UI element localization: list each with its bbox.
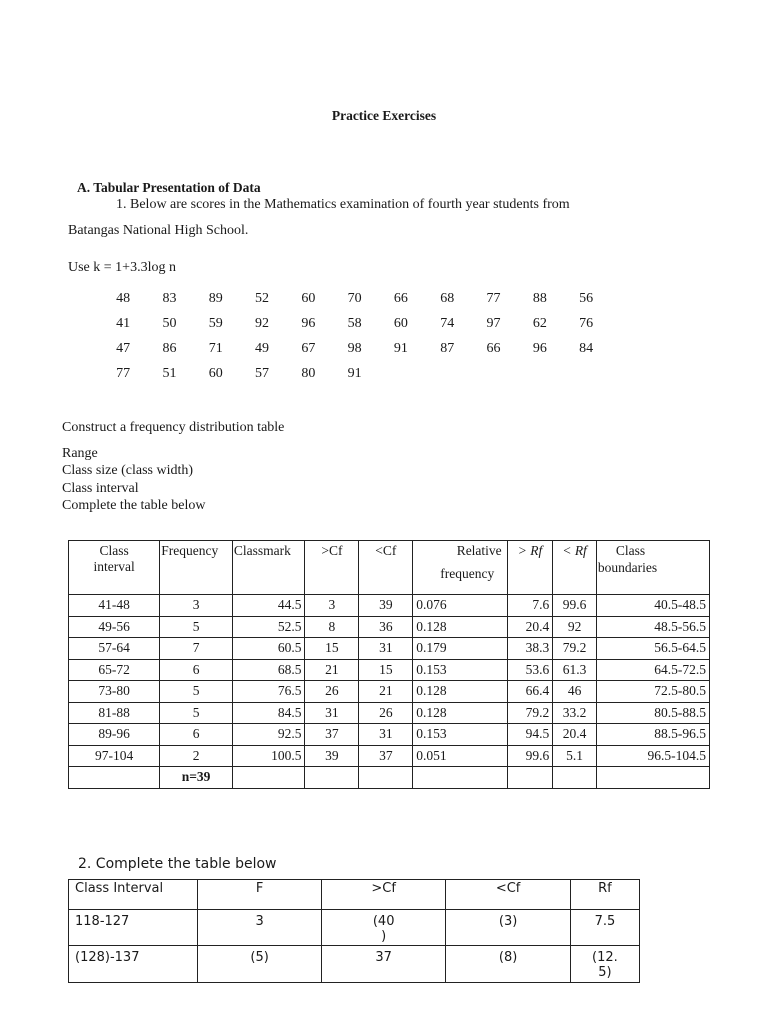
instruction-complete: Complete the table below xyxy=(62,498,206,513)
empty-cell xyxy=(507,767,553,789)
table-cell: (40 ) xyxy=(321,910,445,946)
score-value: 60 xyxy=(208,365,223,381)
table-row xyxy=(69,724,710,746)
table-cell: 46 xyxy=(553,681,597,703)
table-cell: 20.4 xyxy=(507,616,553,638)
score-value: 91 xyxy=(347,365,362,381)
score-value: 76 xyxy=(579,315,594,331)
table-cell: 64.5-72.5 xyxy=(596,659,709,681)
header-greater-cf: >Cf xyxy=(305,541,359,595)
table-cell: 81-88 xyxy=(69,702,160,724)
table-cell: 33.2 xyxy=(553,702,597,724)
table-cell: 89-96 xyxy=(69,724,160,746)
score-value: 58 xyxy=(347,315,362,331)
table-cell: 0.128 xyxy=(413,616,507,638)
table-cell: (12. 5) xyxy=(570,946,639,983)
section-a-heading: A. Tabular Presentation of Data xyxy=(77,180,261,195)
table-cell: 26 xyxy=(359,702,413,724)
score-value: 68 xyxy=(440,290,455,306)
score-value: 49 xyxy=(255,340,270,356)
scores-row xyxy=(100,336,609,361)
t2-header-less-cf: <Cf xyxy=(446,880,570,910)
table-total-row xyxy=(69,767,710,789)
table-cell: 94.5 xyxy=(507,724,553,746)
score-value: 70 xyxy=(347,290,362,306)
score-value: 60 xyxy=(301,290,316,306)
table-cell: 48.5-56.5 xyxy=(596,616,709,638)
table-cell: 6 xyxy=(160,724,233,746)
header-frequency: Frequency xyxy=(160,541,233,595)
question-2-title: 2. Complete the table below xyxy=(78,856,277,872)
header-greater-rf: > Rf xyxy=(507,541,553,595)
table-cell: 5.1 xyxy=(553,745,597,767)
table-cell: 7 xyxy=(160,638,233,660)
question-1-text-line2: Batangas National High School. xyxy=(68,223,249,238)
table-cell: (8) xyxy=(446,946,570,983)
table-cell: 0.153 xyxy=(413,659,507,681)
table-cell: 60.5 xyxy=(232,638,305,660)
instruction-class-interval: Class interval xyxy=(62,481,139,496)
table-cell: 36 xyxy=(359,616,413,638)
score-value: 87 xyxy=(440,340,455,356)
table-cell: 7.6 xyxy=(507,595,553,617)
table-cell: 0.076 xyxy=(413,595,507,617)
table-cell: 38.3 xyxy=(507,638,553,660)
instruction-construct: Construct a frequency distribution table xyxy=(62,420,285,435)
table-cell: 5 xyxy=(160,616,233,638)
table-cell: 68.5 xyxy=(232,659,305,681)
score-value: 92 xyxy=(255,315,270,331)
scores-row xyxy=(100,311,609,336)
score-value: 60 xyxy=(393,315,408,331)
score-value: 96 xyxy=(301,315,316,331)
table-cell: 31 xyxy=(359,638,413,660)
table-cell: 5 xyxy=(160,702,233,724)
empty-cell xyxy=(232,767,305,789)
score-value: 88 xyxy=(532,290,547,306)
table-cell: 0.128 xyxy=(413,702,507,724)
table-cell: 0.051 xyxy=(413,745,507,767)
score-value: 66 xyxy=(393,290,408,306)
score-value: 83 xyxy=(162,290,177,306)
table-cell: 84.5 xyxy=(232,702,305,724)
table-cell: 92 xyxy=(553,616,597,638)
score-value: 66 xyxy=(486,340,501,356)
table-cell: 6 xyxy=(160,659,233,681)
table-cell: 0.179 xyxy=(413,638,507,660)
table-cell: 37 xyxy=(359,745,413,767)
empty-cell xyxy=(69,767,160,789)
score-value: 84 xyxy=(579,340,594,356)
table-cell: 53.6 xyxy=(507,659,553,681)
header-classmark: Classmark xyxy=(232,541,305,595)
table-cell: 3 xyxy=(305,595,359,617)
table-cell: 37 xyxy=(321,946,445,983)
score-value: 71 xyxy=(208,340,223,356)
table-cell: 40.5-48.5 xyxy=(596,595,709,617)
question-1-text-line1: 1. Below are scores in the Mathematics examination of fourth year students from xyxy=(116,197,570,212)
table-cell: 56.5-64.5 xyxy=(596,638,709,660)
table-cell: 92.5 xyxy=(232,724,305,746)
table-cell: 20.4 xyxy=(553,724,597,746)
score-value: 52 xyxy=(255,290,270,306)
complete-table-2 xyxy=(68,879,640,983)
score-value: 57 xyxy=(255,365,270,381)
empty-cell xyxy=(413,767,507,789)
table-cell: 3 xyxy=(198,910,322,946)
instruction-class-size: Class size (class width) xyxy=(62,463,194,478)
table-cell: 88.5-96.5 xyxy=(596,724,709,746)
empty-cell xyxy=(305,767,359,789)
score-value: 98 xyxy=(347,340,362,356)
table-row xyxy=(69,616,710,638)
score-value: 41 xyxy=(116,315,131,331)
table-cell: 7.5 xyxy=(570,910,639,946)
table-cell: (3) xyxy=(446,910,570,946)
frequency-distribution-table xyxy=(68,540,710,789)
table-cell: 5 xyxy=(160,681,233,703)
table-row xyxy=(69,745,710,767)
t2-header-greater-cf: >Cf xyxy=(321,880,445,910)
score-value: 59 xyxy=(208,315,223,331)
table-cell: 2 xyxy=(160,745,233,767)
score-value: 96 xyxy=(532,340,547,356)
total-n: n=39 xyxy=(160,767,233,789)
page-title: Practice Exercises xyxy=(331,108,437,123)
table-cell: 99.6 xyxy=(507,745,553,767)
table-cell: 15 xyxy=(359,659,413,681)
table-cell: 44.5 xyxy=(232,595,305,617)
table-cell: 79.2 xyxy=(507,702,553,724)
instruction-range: Range xyxy=(62,446,98,461)
score-value: 97 xyxy=(486,315,501,331)
table-cell: 31 xyxy=(359,724,413,746)
table-cell: 15 xyxy=(305,638,359,660)
table-cell: 79.2 xyxy=(553,638,597,660)
table-row xyxy=(69,910,640,946)
table-row xyxy=(69,659,710,681)
formula-k: Use k = 1+3.3log n xyxy=(68,260,176,275)
table-row xyxy=(69,638,710,660)
table-row xyxy=(69,702,710,724)
score-value: 48 xyxy=(116,290,131,306)
score-value: 74 xyxy=(440,315,455,331)
empty-cell xyxy=(359,767,413,789)
empty-cell xyxy=(553,767,597,789)
table-cell: 72.5-80.5 xyxy=(596,681,709,703)
table-cell: 66.4 xyxy=(507,681,553,703)
score-value: 86 xyxy=(162,340,177,356)
score-value: 62 xyxy=(532,315,547,331)
header-class-interval: Class interval xyxy=(69,541,160,595)
score-value: 56 xyxy=(579,290,594,306)
score-value: 91 xyxy=(393,340,408,356)
score-value: 67 xyxy=(301,340,316,356)
table-cell: 0.153 xyxy=(413,724,507,746)
score-value: 50 xyxy=(162,315,177,331)
scores-row xyxy=(100,286,609,311)
t2-header-rf: Rf xyxy=(570,880,639,910)
table-cell: 80.5-88.5 xyxy=(596,702,709,724)
table-row xyxy=(69,946,640,983)
table-cell: 52.5 xyxy=(232,616,305,638)
table-cell: 99.6 xyxy=(553,595,597,617)
table-cell: 97-104 xyxy=(69,745,160,767)
score-value: 47 xyxy=(116,340,131,356)
scores-grid xyxy=(100,286,609,386)
table-cell: (128)-137 xyxy=(69,946,198,983)
score-value: 89 xyxy=(208,290,223,306)
table-cell: 3 xyxy=(160,595,233,617)
table-cell: 49-56 xyxy=(69,616,160,638)
table-row xyxy=(69,595,710,617)
table-cell: 37 xyxy=(305,724,359,746)
table-cell: 8 xyxy=(305,616,359,638)
score-value: 77 xyxy=(486,290,501,306)
table-cell: (5) xyxy=(198,946,322,983)
scores-row xyxy=(100,361,609,386)
header-relative-frequency: Relative frequency xyxy=(413,541,507,595)
table-cell: 65-72 xyxy=(69,659,160,681)
t2-header-f: F xyxy=(198,880,322,910)
table-cell: 39 xyxy=(305,745,359,767)
table-cell: 73-80 xyxy=(69,681,160,703)
header-class-boundaries: Class boundaries xyxy=(596,541,709,595)
table-cell: 39 xyxy=(359,595,413,617)
table-cell: 21 xyxy=(305,659,359,681)
table-cell: 0.128 xyxy=(413,681,507,703)
empty-cell xyxy=(596,767,709,789)
header-less-rf: < Rf xyxy=(553,541,597,595)
table-cell: 100.5 xyxy=(232,745,305,767)
table-cell: 31 xyxy=(305,702,359,724)
header-less-cf: <Cf xyxy=(359,541,413,595)
table-cell: 26 xyxy=(305,681,359,703)
t2-header-class-interval: Class Interval xyxy=(69,880,198,910)
score-value: 51 xyxy=(162,365,177,381)
table-cell: 61.3 xyxy=(553,659,597,681)
table-cell: 57-64 xyxy=(69,638,160,660)
table-cell: 118-127 xyxy=(69,910,198,946)
table-cell: 41-48 xyxy=(69,595,160,617)
table-cell: 76.5 xyxy=(232,681,305,703)
table-cell: 21 xyxy=(359,681,413,703)
table-row xyxy=(69,681,710,703)
table-cell: 96.5-104.5 xyxy=(596,745,709,767)
score-value: 77 xyxy=(116,365,131,381)
score-value: 80 xyxy=(301,365,316,381)
